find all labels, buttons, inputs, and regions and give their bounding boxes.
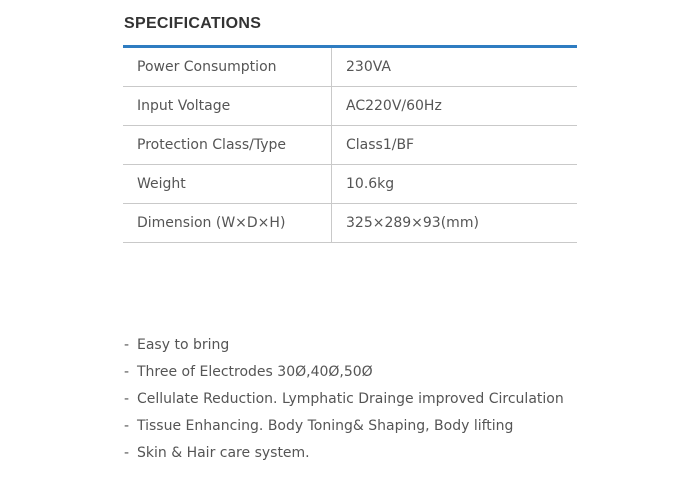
spec-row-weight xyxy=(123,165,577,204)
feature-text: Easy to bring xyxy=(137,337,230,353)
spec-row-power-consumption xyxy=(123,48,577,87)
spec-row-input-voltage xyxy=(123,87,577,126)
feature-item xyxy=(124,440,584,467)
spec-value: 230VA xyxy=(332,48,578,87)
spec-label: Power Consumption xyxy=(123,48,332,87)
feature-item xyxy=(124,359,584,386)
feature-text: Three of Electrodes 30Ø,40Ø,50Ø xyxy=(137,364,373,380)
feature-item xyxy=(124,413,584,440)
spec-row-dimension xyxy=(123,204,577,243)
bullet-dash: - xyxy=(124,337,130,353)
spec-label: Weight xyxy=(123,165,332,204)
feature-text: Cellulate Reduction. Lymphatic Drainge improved Circulation xyxy=(137,391,564,407)
bullet-dash: - xyxy=(124,364,130,380)
spec-value: Class1/BF xyxy=(332,126,578,165)
spec-label: Dimension (W×D×H) xyxy=(123,204,332,243)
feature-item xyxy=(124,386,584,413)
spec-label: Protection Class/Type xyxy=(123,126,332,165)
specifications-table xyxy=(123,48,577,243)
specifications-title: SPECIFICATIONS xyxy=(124,15,262,32)
spec-value: AC220V/60Hz xyxy=(332,87,578,126)
feature-text: Tissue Enhancing. Body Toning& Shaping, Body lifting xyxy=(137,418,514,434)
bullet-dash: - xyxy=(124,391,130,407)
feature-item xyxy=(124,332,584,359)
spec-label: Input Voltage xyxy=(123,87,332,126)
spec-value: 10.6kg xyxy=(332,165,578,204)
spec-value: 325×289×93(mm) xyxy=(332,204,578,243)
feature-text: Skin & Hair care system. xyxy=(137,445,310,461)
spec-row-protection-class xyxy=(123,126,577,165)
feature-list xyxy=(124,332,584,467)
bullet-dash: - xyxy=(124,418,130,434)
bullet-dash: - xyxy=(124,445,130,461)
